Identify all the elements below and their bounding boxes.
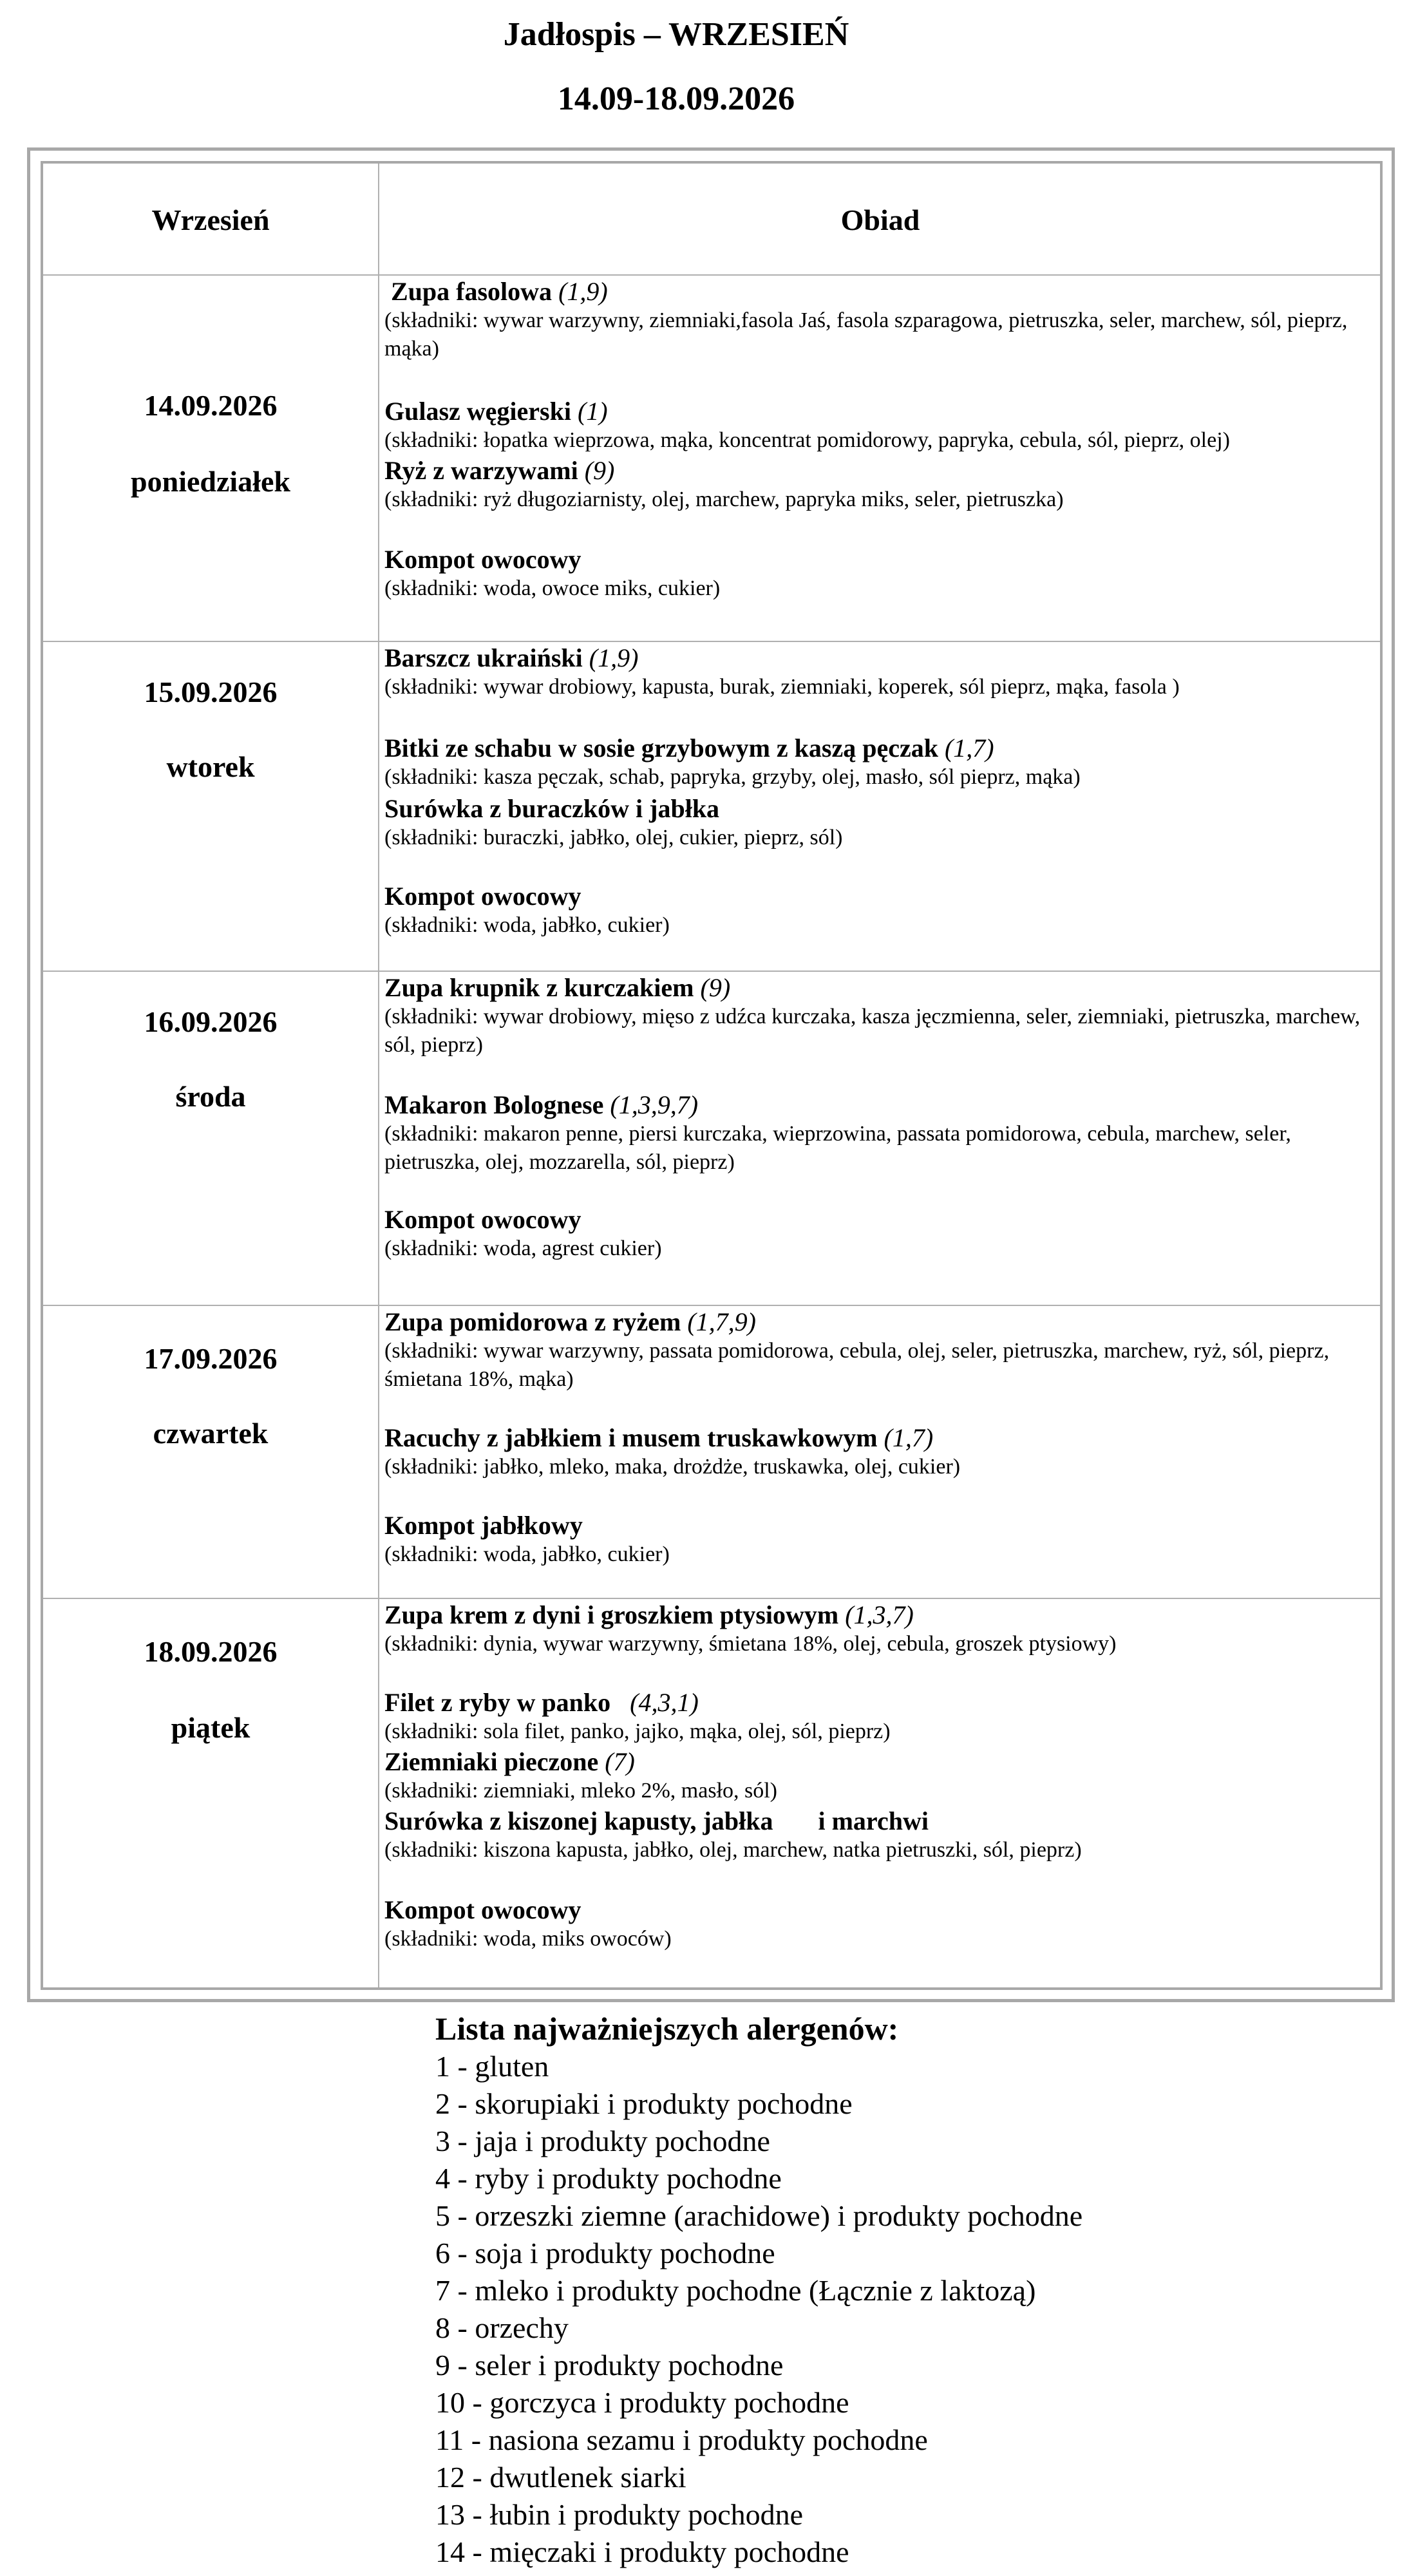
allergen-item: 13 - łubin i produkty pochodne (435, 2498, 804, 2531)
allergen-item: 8 - orzechy (435, 2311, 569, 2344)
dish-name: Racuchy z jabłkiem i musem truskawkowym (1,7) (384, 1423, 934, 1452)
dish-name: Zupa krupnik z kurczakiem (9) (384, 973, 731, 1002)
dish-ingredients: (składniki: kasza pęczak, schab, papryka, grzyby, olej, masło, sól pieprz, mąka) (384, 765, 1081, 789)
dish-allergens: (1,3,9,7) (610, 1090, 699, 1119)
dish-ingredients: (składniki: dynia, wywar warzywny, śmietana 18%, olej, cebula, groszek ptysiowy) (384, 1632, 1117, 1656)
dish-name: Surówka z kiszonej kapusty, jabłka i marchwi (384, 1806, 929, 1835)
day-weekday: poniedziałek (131, 465, 290, 498)
header-lunch-label: Obiad (840, 204, 920, 236)
dish-ingredients: (składniki: woda, jabłko, cukier) (384, 913, 670, 937)
allergen-item: 3 - jaja i produkty pochodne (435, 2125, 770, 2157)
dish-item (384, 1806, 1371, 1864)
day-weekday: czwartek (153, 1417, 269, 1450)
dish-ingredients: (składniki: ziemniaki, mleko 2%, masło, sól) (384, 1779, 778, 1803)
dish-item (384, 1511, 1371, 1569)
dish-ingredients: (składniki: woda, owoce miks, cukier) (384, 576, 721, 600)
dish-ingredients: (składniki: wywar warzywny, ziemniaki,fasola Jaś, fasola szparagowa, pietruszka, seler, marchew, sól, pieprz, mąka) (384, 308, 1348, 361)
lunch-cell (381, 1306, 1380, 1598)
allergen-list-title: Lista najważniejszych alergenów: (435, 2011, 899, 2047)
dish-ingredients: (składniki: woda, jabłko, cukier) (384, 1542, 670, 1566)
dish-ingredients: (składniki: woda, agrest cukier) (384, 1236, 662, 1260)
dish-ingredients: (składniki: łopatka wieprzowa, mąka, koncentrat pomidorowy, papryka, cebula, sól, pieprz, olej) (384, 428, 1230, 452)
dish-name: Kompot owocowy (384, 882, 581, 911)
day-date: 18.09.2026 (144, 1635, 278, 1668)
menu-table-frame (27, 147, 1395, 2002)
lunch-cell (381, 1599, 1380, 1987)
dish-item (384, 545, 1371, 603)
dish-allergens: (4,3,1) (630, 1688, 699, 1717)
dish-item (384, 734, 1371, 791)
dish-allergens: (7) (605, 1747, 635, 1776)
allergen-item: 11 - nasiona sezamu i produkty pochodne (435, 2423, 928, 2456)
dish-allergens: (9) (584, 456, 615, 485)
dish-item (384, 456, 1371, 514)
dish-name: Bitki ze schabu w sosie grzybowym z kaszą pęczak (1,7) (384, 734, 994, 762)
dish-item (384, 277, 1371, 363)
header-cell-month (43, 164, 379, 274)
day-date: 14.09.2026 (144, 389, 278, 422)
allergen-item: 4 - ryby i produkty pochodne (435, 2162, 782, 2195)
dish-item (384, 643, 1371, 701)
dish-ingredients: (składniki: makaron penne, piersi kurczaka, wieprzowina, passata pomidorowa, cebula, marchew, seler, pietruszka, olej, mozzarella, sól, pieprz) (384, 1122, 1291, 1174)
dish-item (384, 1307, 1371, 1394)
dish-item (384, 1688, 1371, 1746)
dish-ingredients: (składniki: jabłko, mleko, maka, drożdże, truskawka, olej, cukier) (384, 1455, 961, 1479)
dish-allergens: (9) (700, 973, 731, 1002)
dish-ingredients: (składniki: wywar drobiowy, mięso z udźca kurczaka, kasza jęczmienna, seler, ziemniaki, pietruszka, marchew, sól, pieprz) (384, 1005, 1361, 1057)
dish-item (384, 794, 1371, 852)
dish-allergens: (1,7,9) (687, 1307, 756, 1336)
header-month-label: Wrzesień (151, 204, 270, 236)
dish-item (384, 1895, 1371, 1953)
table-row-day-3 (43, 972, 1380, 1306)
allergen-item: 6 - soja i produkty pochodne (435, 2237, 775, 2269)
day-cell (43, 972, 379, 1305)
dish-name: Kompot jabłkowy (384, 1511, 583, 1540)
dish-name: Zupa pomidorowa z ryżem (1,7,9) (384, 1307, 756, 1336)
dish-name: Gulasz węgierski (1) (384, 397, 608, 426)
dish-item (384, 973, 1371, 1059)
table-row-day-5 (43, 1599, 1380, 1987)
dish-allergens: (1) (577, 397, 608, 426)
header-cell-lunch (381, 164, 1380, 274)
dish-ingredients: (składniki: kiszona kapusta, jabłko, olej, marchew, natka pietruszki, sól, pieprz) (384, 1838, 1082, 1862)
menu-table (41, 161, 1383, 1990)
dish-allergens: (1,7) (884, 1423, 934, 1452)
allergen-item: 5 - orzeszki ziemne (arachidowe) i produkty pochodne (435, 2199, 1083, 2232)
dish-item (384, 1090, 1371, 1177)
dish-name: Makaron Bolognese (1,3,9,7) (384, 1090, 699, 1119)
dish-item (384, 1205, 1371, 1263)
allergen-item: 10 - gorczyca i produkty pochodne (435, 2386, 849, 2419)
dish-name: Ryż z warzywami (9) (384, 456, 615, 485)
dish-name: Kompot owocowy (384, 1205, 581, 1234)
dish-item (384, 882, 1371, 940)
day-date: 17.09.2026 (144, 1342, 278, 1375)
dish-name: Ziemniaki pieczone (7) (384, 1747, 635, 1776)
day-weekday: wtorek (166, 750, 255, 783)
day-date: 15.09.2026 (144, 676, 278, 708)
table-row-day-1 (43, 276, 1380, 642)
dish-item (384, 1600, 1371, 1658)
day-weekday: środa (175, 1080, 246, 1113)
dish-allergens: (1,3,7) (845, 1600, 914, 1629)
dish-name: Filet z ryby w panko (4,3,1) (384, 1688, 699, 1717)
day-cell (43, 276, 379, 641)
day-cell (43, 1599, 379, 1987)
dish-ingredients: (składniki: wywar drobiowy, kapusta, burak, ziemniaki, koperek, sól pieprz, mąka, fasola ) (384, 675, 1180, 699)
lunch-cell (381, 642, 1380, 971)
dish-allergens: (1,9) (589, 643, 639, 672)
dish-ingredients: (składniki: buraczki, jabłko, olej, cukier, pieprz, sól) (384, 826, 843, 849)
dish-name: Zupa fasolowa (1,9) (391, 277, 608, 306)
dish-ingredients: (składniki: sola filet, panko, jajko, mąka, olej, sól, pieprz) (384, 1719, 891, 1743)
day-cell (43, 1306, 379, 1598)
dish-item (384, 1747, 1371, 1805)
dish-name: Zupa krem z dyni i groszkiem ptysiowym (1,3,7) (384, 1600, 914, 1629)
table-row-day-4 (43, 1306, 1380, 1599)
dish-item (384, 1423, 1371, 1481)
allergen-item: 2 - skorupiaki i produkty pochodne (435, 2087, 853, 2120)
dish-name: Kompot owocowy (384, 1895, 581, 1924)
dish-ingredients: (składniki: wywar warzywny, passata pomidorowa, cebula, olej, seler, pietruszka, marchew, ryż, sól, pieprz, śmietana 18%, mąka) (384, 1339, 1330, 1391)
day-cell (43, 642, 379, 971)
dish-name: Kompot owocowy (384, 545, 581, 574)
lunch-cell (381, 276, 1380, 641)
allergen-list (435, 2009, 1388, 2571)
dish-ingredients: (składniki: ryż długoziarnisty, olej, marchew, papryka miks, seler, pietruszka) (384, 488, 1064, 511)
document-title: Jadłospis – WRZESIEŃ (503, 16, 849, 53)
dish-allergens: (1,9) (558, 277, 608, 306)
day-date: 16.09.2026 (144, 1005, 278, 1038)
dish-allergens: (1,7) (944, 734, 994, 762)
table-row-day-2 (43, 642, 1380, 972)
allergen-item: 14 - mięczaki i produkty pochodne (435, 2535, 849, 2568)
dish-item (384, 397, 1371, 455)
allergen-item: 12 - dwutlenek siarki (435, 2461, 686, 2494)
date-range: 14.09-18.09.2026 (557, 80, 795, 117)
dish-name: Barszcz ukraiński (1,9) (384, 643, 639, 672)
day-weekday: piątek (171, 1711, 251, 1744)
allergen-item: 7 - mleko i produkty pochodne (Łącznie z laktozą) (435, 2274, 1036, 2307)
dish-ingredients: (składniki: woda, miks owoców) (384, 1927, 672, 1951)
allergen-item: 9 - seler i produkty pochodne (435, 2349, 784, 2382)
dish-name: Surówka z buraczków i jabłka (384, 794, 720, 823)
table-header-row (43, 164, 1380, 276)
allergen-item: 1 - gluten (435, 2050, 549, 2083)
lunch-cell (381, 972, 1380, 1305)
